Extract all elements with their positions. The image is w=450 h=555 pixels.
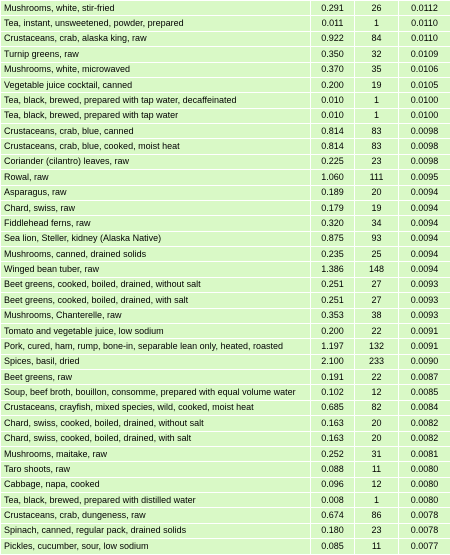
table-row	[1, 354, 450, 369]
value-cell: 2.100	[311, 354, 355, 369]
value-cell: 0.320	[311, 216, 355, 231]
count-cell: 38	[355, 308, 399, 323]
table-row	[1, 400, 450, 415]
count-cell: 12	[355, 385, 399, 400]
count-cell: 82	[355, 400, 399, 415]
ratio-cell: 0.0098	[399, 124, 450, 139]
table-row	[1, 293, 450, 308]
food-name-cell: Vegetable juice cocktail, canned	[1, 77, 311, 92]
food-name-cell: Tea, black, brewed, prepared with tap water, decaffeinated	[1, 93, 311, 108]
table-row	[1, 477, 450, 492]
value-cell: 0.200	[311, 323, 355, 338]
count-cell: 31	[355, 446, 399, 461]
value-cell: 0.102	[311, 385, 355, 400]
food-name-cell: Rowal, raw	[1, 170, 311, 185]
value-cell: 0.163	[311, 431, 355, 446]
ratio-cell: 0.0077	[399, 539, 450, 554]
count-cell: 25	[355, 247, 399, 262]
food-name-cell: Beet greens, raw	[1, 370, 311, 385]
count-cell: 20	[355, 431, 399, 446]
food-name-cell: Chard, swiss, cooked, boiled, drained, without salt	[1, 416, 311, 431]
count-cell: 132	[355, 339, 399, 354]
count-cell: 86	[355, 508, 399, 523]
value-cell: 0.225	[311, 154, 355, 169]
count-cell: 32	[355, 47, 399, 62]
value-cell: 0.189	[311, 185, 355, 200]
table-row	[1, 262, 450, 277]
ratio-cell: 0.0094	[399, 247, 450, 262]
value-cell: 1.197	[311, 339, 355, 354]
count-cell: 1	[355, 493, 399, 508]
ratio-cell: 0.0098	[399, 139, 450, 154]
food-name-cell: Beet greens, cooked, boiled, drained, with salt	[1, 293, 311, 308]
table-row	[1, 370, 450, 385]
food-name-cell: Pickles, cucumber, sour, low sodium	[1, 539, 311, 554]
value-cell: 0.235	[311, 247, 355, 262]
table-row	[1, 339, 450, 354]
ratio-cell: 0.0094	[399, 216, 450, 231]
count-cell: 35	[355, 62, 399, 77]
food-name-cell: Taro shoots, raw	[1, 462, 311, 477]
ratio-cell: 0.0085	[399, 385, 450, 400]
food-name-cell: Tea, black, brewed, prepared with tap water	[1, 108, 311, 123]
ratio-cell: 0.0105	[399, 77, 450, 92]
table-row	[1, 539, 450, 554]
ratio-cell: 0.0091	[399, 323, 450, 338]
food-name-cell: Chard, swiss, raw	[1, 200, 311, 215]
ratio-cell: 0.0091	[399, 339, 450, 354]
table-row	[1, 216, 450, 231]
ratio-cell: 0.0082	[399, 431, 450, 446]
value-cell: 0.008	[311, 493, 355, 508]
ratio-cell: 0.0084	[399, 400, 450, 415]
count-cell: 27	[355, 293, 399, 308]
table-row	[1, 446, 450, 461]
count-cell: 20	[355, 185, 399, 200]
count-cell: 1	[355, 93, 399, 108]
value-cell: 0.291	[311, 1, 355, 16]
value-cell: 0.252	[311, 446, 355, 461]
value-cell: 0.191	[311, 370, 355, 385]
value-cell: 0.685	[311, 400, 355, 415]
table-row	[1, 323, 450, 338]
food-name-cell: Mushrooms, canned, drained solids	[1, 247, 311, 262]
table-row	[1, 47, 450, 62]
table-row	[1, 277, 450, 292]
food-name-cell: Mushrooms, white, microwaved	[1, 62, 311, 77]
ratio-cell: 0.0081	[399, 446, 450, 461]
count-cell: 83	[355, 124, 399, 139]
food-name-cell: Beet greens, cooked, boiled, drained, without salt	[1, 277, 311, 292]
count-cell: 26	[355, 1, 399, 16]
food-name-cell: Spinach, canned, regular pack, drained solids	[1, 523, 311, 538]
food-name-cell: Spices, basil, dried	[1, 354, 311, 369]
food-name-cell: Sea lion, Steller, kidney (Alaska Native)	[1, 231, 311, 246]
count-cell: 27	[355, 277, 399, 292]
ratio-cell: 0.0080	[399, 462, 450, 477]
count-cell: 1	[355, 108, 399, 123]
food-name-cell: Tomato and vegetable juice, low sodium	[1, 323, 311, 338]
count-cell: 23	[355, 154, 399, 169]
food-name-cell: Crustaceans, crayfish, mixed species, wild, cooked, moist heat	[1, 400, 311, 415]
food-name-cell: Crustaceans, crab, alaska king, raw	[1, 31, 311, 46]
ratio-cell: 0.0106	[399, 62, 450, 77]
ratio-cell: 0.0094	[399, 185, 450, 200]
value-cell: 0.922	[311, 31, 355, 46]
value-cell: 0.353	[311, 308, 355, 323]
value-cell: 0.350	[311, 47, 355, 62]
ratio-cell: 0.0090	[399, 354, 450, 369]
ratio-cell: 0.0078	[399, 523, 450, 538]
count-cell: 93	[355, 231, 399, 246]
value-cell: 0.370	[311, 62, 355, 77]
table-row	[1, 93, 450, 108]
ratio-cell: 0.0093	[399, 293, 450, 308]
ratio-cell: 0.0110	[399, 16, 450, 31]
table-row	[1, 139, 450, 154]
count-cell: 34	[355, 216, 399, 231]
count-cell: 20	[355, 416, 399, 431]
table-row	[1, 170, 450, 185]
ratio-cell: 0.0109	[399, 47, 450, 62]
table-row	[1, 231, 450, 246]
value-cell: 0.674	[311, 508, 355, 523]
value-cell: 0.085	[311, 539, 355, 554]
count-cell: 23	[355, 523, 399, 538]
value-cell: 0.875	[311, 231, 355, 246]
table-row	[1, 416, 450, 431]
food-name-cell: Chard, swiss, cooked, boiled, drained, with salt	[1, 431, 311, 446]
value-cell: 1.060	[311, 170, 355, 185]
table-body	[1, 1, 450, 555]
value-cell: 0.179	[311, 200, 355, 215]
table-row	[1, 16, 450, 31]
table-row	[1, 431, 450, 446]
table-row	[1, 200, 450, 215]
food-name-cell: Mushrooms, white, stir-fried	[1, 1, 311, 16]
food-name-cell: Tea, instant, unsweetened, powder, prepared	[1, 16, 311, 31]
table-row	[1, 108, 450, 123]
food-name-cell: Coriander (cilantro) leaves, raw	[1, 154, 311, 169]
ratio-cell: 0.0112	[399, 1, 450, 16]
ratio-cell: 0.0080	[399, 493, 450, 508]
table-row	[1, 185, 450, 200]
ratio-cell: 0.0093	[399, 308, 450, 323]
count-cell: 19	[355, 200, 399, 215]
ratio-cell: 0.0110	[399, 31, 450, 46]
ratio-cell: 0.0095	[399, 170, 450, 185]
ratio-cell: 0.0098	[399, 154, 450, 169]
ratio-cell: 0.0100	[399, 93, 450, 108]
count-cell: 22	[355, 370, 399, 385]
table-row	[1, 385, 450, 400]
table-row	[1, 1, 450, 16]
count-cell: 84	[355, 31, 399, 46]
ratio-cell: 0.0094	[399, 262, 450, 277]
food-name-cell: Mushrooms, maitake, raw	[1, 446, 311, 461]
count-cell: 111	[355, 170, 399, 185]
ratio-cell: 0.0093	[399, 277, 450, 292]
value-cell: 0.088	[311, 462, 355, 477]
food-name-cell: Fiddlehead ferns, raw	[1, 216, 311, 231]
food-name-cell: Soup, beef broth, bouillon, consomme, prepared with equal volume water	[1, 385, 311, 400]
count-cell: 12	[355, 477, 399, 492]
food-name-cell: Winged bean tuber, raw	[1, 262, 311, 277]
value-cell: 0.011	[311, 16, 355, 31]
table-row	[1, 493, 450, 508]
food-name-cell: Cabbage, napa, cooked	[1, 477, 311, 492]
table-row	[1, 308, 450, 323]
table-row	[1, 62, 450, 77]
table-row	[1, 523, 450, 538]
value-cell: 0.180	[311, 523, 355, 538]
count-cell: 19	[355, 77, 399, 92]
table-row	[1, 508, 450, 523]
ratio-cell: 0.0094	[399, 231, 450, 246]
ratio-cell: 0.0100	[399, 108, 450, 123]
table-row	[1, 31, 450, 46]
count-cell: 1	[355, 16, 399, 31]
value-cell: 0.010	[311, 93, 355, 108]
value-cell: 0.200	[311, 77, 355, 92]
table-row	[1, 462, 450, 477]
ratio-cell: 0.0078	[399, 508, 450, 523]
value-cell: 0.251	[311, 277, 355, 292]
count-cell: 11	[355, 539, 399, 554]
food-name-cell: Turnip greens, raw	[1, 47, 311, 62]
food-name-cell: Crustaceans, crab, dungeness, raw	[1, 508, 311, 523]
food-name-cell: Mushrooms, Chanterelle, raw	[1, 308, 311, 323]
ratio-cell: 0.0087	[399, 370, 450, 385]
ratio-cell: 0.0082	[399, 416, 450, 431]
food-name-cell: Asparagus, raw	[1, 185, 311, 200]
count-cell: 233	[355, 354, 399, 369]
food-name-cell: Tea, black, brewed, prepared with distilled water	[1, 493, 311, 508]
value-cell: 0.163	[311, 416, 355, 431]
value-cell: 1.386	[311, 262, 355, 277]
count-cell: 148	[355, 262, 399, 277]
food-name-cell: Crustaceans, crab, blue, cooked, moist heat	[1, 139, 311, 154]
value-cell: 0.814	[311, 139, 355, 154]
table-row	[1, 154, 450, 169]
table-row	[1, 247, 450, 262]
food-name-cell: Crustaceans, crab, blue, canned	[1, 124, 311, 139]
count-cell: 11	[355, 462, 399, 477]
value-cell: 0.251	[311, 293, 355, 308]
value-cell: 0.096	[311, 477, 355, 492]
value-cell: 0.010	[311, 108, 355, 123]
ratio-cell: 0.0080	[399, 477, 450, 492]
value-cell: 0.814	[311, 124, 355, 139]
food-name-cell: Pork, cured, ham, rump, bone-in, separable lean only, heated, roasted	[1, 339, 311, 354]
table-row	[1, 124, 450, 139]
table-row	[1, 77, 450, 92]
ratio-cell: 0.0094	[399, 200, 450, 215]
count-cell: 83	[355, 139, 399, 154]
count-cell: 22	[355, 323, 399, 338]
